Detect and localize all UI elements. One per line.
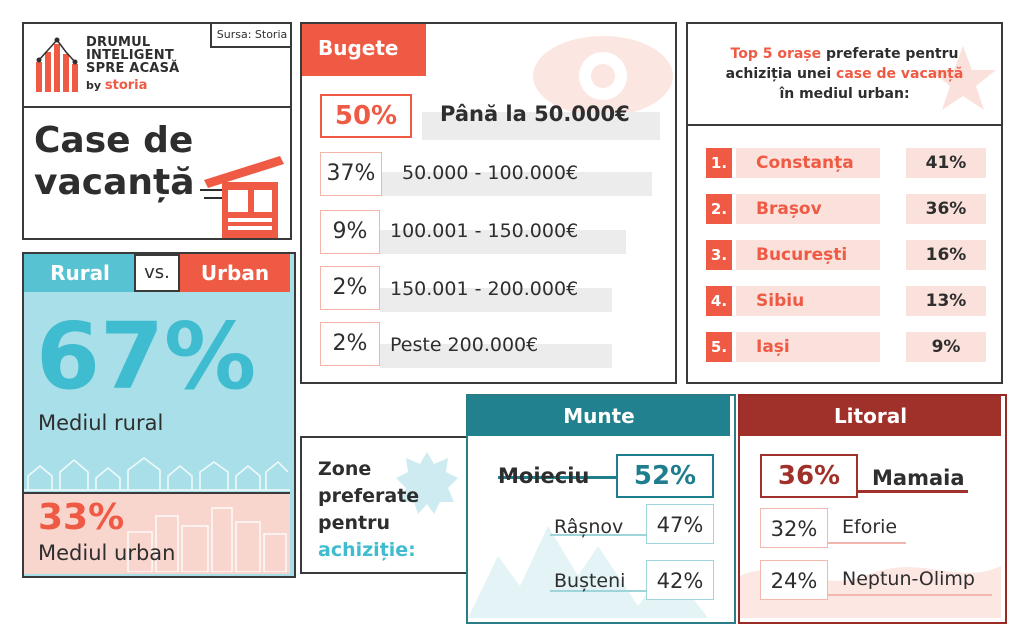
top5-title-row-3: în mediul urban: <box>779 86 910 102</box>
city-1: Constanța <box>736 148 880 178</box>
budget-percent-4: 2% <box>320 266 380 310</box>
rural-description: Mediul rural <box>38 411 164 435</box>
top5-title-row-2 <box>688 64 1001 84</box>
mountain-percent-1: 52% <box>616 454 714 498</box>
rank-3: 3. <box>706 240 732 270</box>
village-skyline-icon <box>24 450 290 492</box>
rank-5: 5. <box>706 332 732 362</box>
city-percent-2: 36% <box>906 194 986 224</box>
logo-line-3: SPRE ACASĂ <box>86 61 180 76</box>
budgets-panel <box>300 22 677 384</box>
seaside-percent-3: 24% <box>760 560 828 600</box>
storia-bars-logo-icon <box>34 34 80 94</box>
mountain-name-2: Râșnov <box>554 516 624 538</box>
rank-1: 1. <box>706 148 732 178</box>
seaside-percent-1: 36% <box>760 454 858 498</box>
vs-label: vs. <box>134 254 180 292</box>
city-percent-3: 16% <box>906 240 986 270</box>
city-percent-4: 13% <box>906 286 986 316</box>
seaside-name-3: Neptun-Olimp <box>842 568 975 590</box>
zones-line-1: Zone <box>318 458 372 480</box>
city-4: Sibiu <box>736 286 880 316</box>
rural-percent: 67% <box>36 303 257 410</box>
source-label: Sursa: Storia <box>210 24 292 48</box>
logo-by: by <box>86 79 102 92</box>
budget-label-1: Până la 50.000€ <box>440 102 630 126</box>
logo-line-2: INTELIGENT <box>86 48 174 63</box>
mountain-panel <box>466 394 736 624</box>
title-panel <box>22 106 292 240</box>
zones-line-4: achiziție: <box>318 539 416 561</box>
budget-percent-2: 37% <box>320 152 382 196</box>
top5-title-row-1 <box>688 44 1001 64</box>
rural-urban-panel <box>22 252 296 578</box>
seaside-name-1: Mamaia <box>872 466 965 490</box>
budget-label-2: 50.000 - 100.000€ <box>402 162 579 184</box>
rank-4: 4. <box>706 286 732 316</box>
budget-percent-1: 50% <box>320 94 412 138</box>
seaside-title: Litoral <box>740 396 1001 436</box>
page-title-line-2: vacanță <box>34 162 195 203</box>
city-percent-1: 41% <box>906 148 986 178</box>
page-title-line-1: Case de <box>34 120 194 161</box>
budget-percent-3: 9% <box>320 210 380 254</box>
city-3: București <box>736 240 880 270</box>
seaside-panel <box>738 394 1007 624</box>
mountain-name-3: Bușteni <box>554 570 626 592</box>
top5-panel <box>686 22 1003 384</box>
budget-percent-5: 2% <box>320 322 380 366</box>
urban-description: Mediul urban <box>38 541 176 565</box>
zones-panel <box>300 436 470 574</box>
seaside-percent-2: 32% <box>760 508 828 548</box>
mountain-name-1: Moieciu <box>498 464 590 488</box>
vacation-house-icon <box>200 150 290 240</box>
zones-line-2: preferate <box>318 485 420 507</box>
mountain-percent-2: 47% <box>646 504 714 544</box>
rank-2: 2. <box>706 194 732 224</box>
urban-percent: 33% <box>38 497 125 538</box>
budgets-title: Bugete <box>302 24 426 76</box>
urban-section <box>24 492 290 574</box>
logo-line-1: DRUMUL <box>86 35 151 50</box>
budget-label-4: 150.001 - 200.000€ <box>390 278 579 300</box>
top5-title-highlight-2: case de vacanță <box>836 66 964 82</box>
logo-brand: storia <box>104 78 148 93</box>
city-2: Brașov <box>736 194 880 224</box>
rural-tab: Rural <box>24 254 136 292</box>
budget-label-3: 100.001 - 150.000€ <box>390 220 579 242</box>
mountain-title: Munte <box>468 396 730 436</box>
city-5: Iași <box>736 332 880 362</box>
seaside-underline-2 <box>828 542 906 544</box>
mountain-percent-3: 42% <box>646 560 714 600</box>
top5-header <box>688 24 1001 126</box>
seaside-underline-3 <box>828 594 992 596</box>
top5-title-highlight-1: Top 5 orașe <box>730 46 822 62</box>
logo-by-text <box>86 78 147 93</box>
city-percent-5: 9% <box>906 332 986 362</box>
urban-tab: Urban <box>180 254 290 292</box>
logo-panel <box>22 22 292 108</box>
seaside-name-2: Eforie <box>842 516 898 538</box>
budget-label-5: Peste 200.000€ <box>390 334 539 356</box>
top5-title-text-2: achiziția unei <box>725 66 837 82</box>
zones-line-3: pentru <box>318 512 390 534</box>
top5-title-text-1: preferate pentru <box>821 46 959 62</box>
